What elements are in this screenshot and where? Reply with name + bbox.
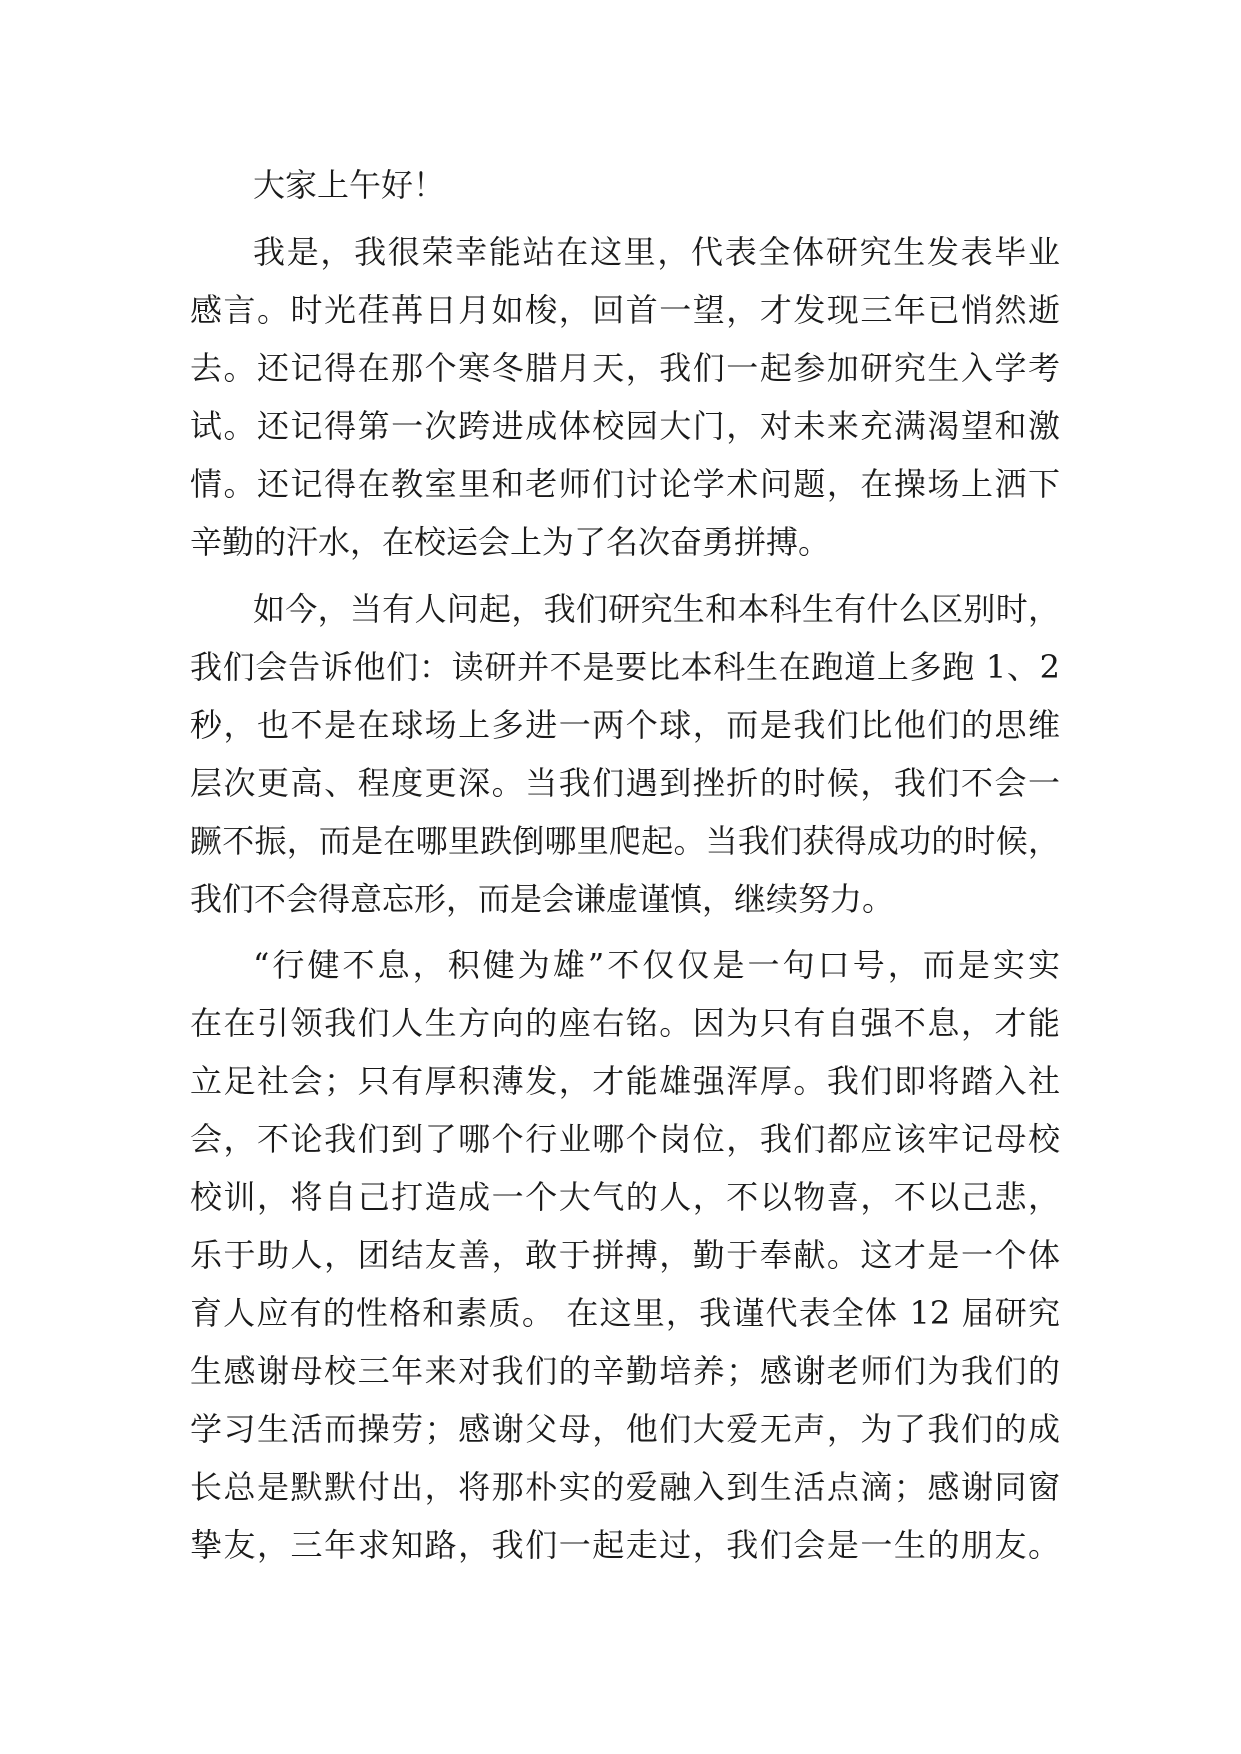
paragraph-1-line-1: 我是，我很荣幸能站在这里，代表全体研究生发表毕业 [253,233,1060,271]
paragraph-3-line-2: 在在引领我们人生方向的座右铭。因为只有自强不息，才能 [190,1004,1060,1042]
paragraph-2-line-6: 我们不会得意忘形，而是会谦虚谨慎，继续努力。 [190,880,895,918]
paragraph-3-line-5: 校训，将自己打造成一个大气的人，不以物喜，不以己悲， [190,1178,1060,1216]
paragraph-2-line-4: 层次更高、程度更深。当我们遇到挫折的时候，我们不会一 [190,764,1060,802]
paragraph-3-line-6: 乐于助人，团结友善，敢于拼搏，勤于奉献。这才是一个体 [190,1236,1060,1274]
paragraph-3-line-7: 育人应有的性格和素质。 在这里，我谨代表全体 12 届研究 [190,1294,1060,1332]
paragraph-1-line-3: 去。还记得在那个寒冬腊月天，我们一起参加研究生入学考 [190,349,1060,387]
paragraph-3-line-3: 立足社会；只有厚积薄发，才能雄强浑厚。我们即将踏入社 [190,1062,1060,1100]
paragraph-3-line-10: 长总是默默付出，将那朴实的爱融入到生活点滴；感谢同窗 [190,1468,1060,1506]
paragraph-2-line-3: 秒，也不是在球场上多进一两个球，而是我们比他们的思维 [190,706,1060,744]
paragraph-3-line-11: 挚友，三年求知路，我们一起走过，我们会是一生的朋友。 [190,1526,1060,1564]
paragraph-2-line-1: 如今，当有人问起，我们研究生和本科生有什么区别时， [253,590,1060,628]
paragraph-3-line-4: 会，不论我们到了哪个行业哪个岗位，我们都应该牢记母校 [190,1120,1060,1158]
paragraph-2-line-2: 我们会告诉他们：读研并不是要比本科生在跑道上多跑 1、2 [190,648,1060,686]
paragraph-1-line-6: 辛勤的汗水，在校运会上为了名次奋勇拼搏。 [190,523,831,561]
greeting-line: 大家上午好！ [253,166,446,204]
paragraph-1-line-2: 感言。时光荏苒日月如梭，回首一望，才发现三年已悄然逝 [190,291,1060,329]
paragraph-3-line-9: 学习生活而操劳；感谢父母，他们大爱无声，为了我们的成 [190,1410,1060,1448]
paragraph-3-line-1: “行健不息，积健为雄”不仅仅是一句口号，而是实实 [253,946,1060,984]
paragraph-1-line-4: 试。还记得第一次跨进成体校园大门，对未来充满渴望和激 [190,407,1060,445]
paragraph-1-line-5: 情。还记得在教室里和老师们讨论学术问题，在操场上洒下 [190,465,1060,503]
paragraph-3-line-8: 生感谢母校三年来对我们的辛勤培养；感谢老师们为我们的 [190,1352,1060,1390]
paragraph-2-line-5: 蹶不振，而是在哪里跌倒哪里爬起。当我们获得成功的时候， [190,822,1060,860]
